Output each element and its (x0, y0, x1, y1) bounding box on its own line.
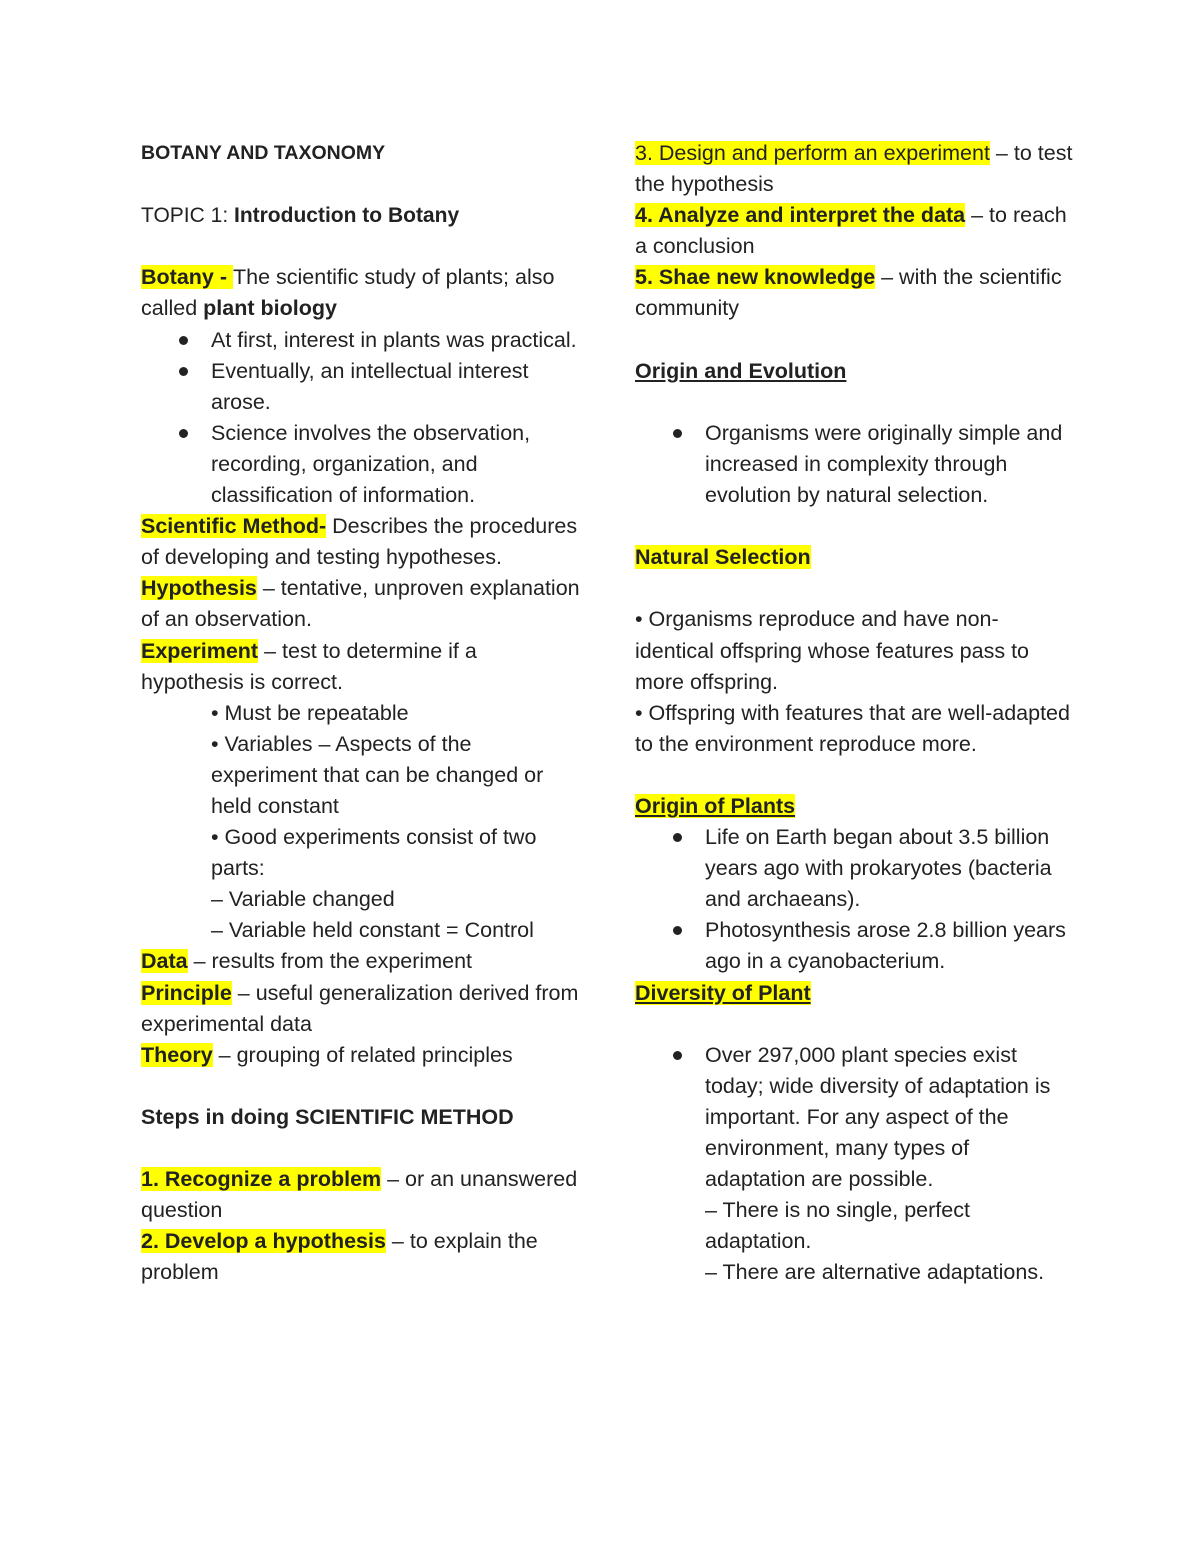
list-item: Photosynthesis arose 2.8 billion years ago in a cyanobacterium. (635, 915, 1075, 977)
list-item: – Variable held constant = Control (211, 918, 534, 943)
list-item: • Organisms reproduce and have non-identical offspring whose features pass to more offspring. (635, 607, 1030, 694)
list-item: • Must be repeatable (211, 700, 409, 725)
list-item: – Variable changed (211, 887, 395, 912)
experiment-subpoints (141, 698, 581, 947)
list-item: – There is no single, perfect adaptation. (705, 1198, 970, 1254)
list-item: Life on Earth began about 3.5 billion years ago with prokaryotes (bacteria and archaeans). (635, 822, 1075, 915)
list-item: At first, interest in plants was practical. (141, 325, 581, 356)
steps-heading: Steps in doing SCIENTIFIC METHOD (141, 1104, 514, 1129)
list-item: Over 297,000 plant species exist today; wide diversity of adaptation is important. For any aspect of the environment, many types of adaptation are possible. – There is no single, perfect adaptation. – There are alternative adaptations. (635, 1040, 1075, 1289)
step-2: 2. Develop a hypothesis – to explain the problem (141, 1229, 538, 1285)
list-item: • Offspring with features that are well-adapted to the environment reproduce more. (635, 700, 1070, 756)
list-item: Organisms were originally simple and increased in complexity through evolution by natural selection. (635, 418, 1075, 511)
diversity-bullets (635, 1040, 1075, 1289)
list-item: • Variables – Aspects of the experiment that can be changed or held constant (211, 731, 544, 818)
list-item: Eventually, an intellectual interest arose. (141, 356, 581, 418)
natural-selection-heading-line (635, 542, 1075, 573)
diversity-heading: Diversity of Plant (635, 980, 811, 1005)
origin-plants-bullets (635, 822, 1075, 977)
theory-definition: Theory – grouping of related principles (141, 1042, 513, 1067)
step-3: 3. Design and perform an experiment – to test the hypothesis (635, 141, 1073, 197)
right-column (635, 138, 1075, 1288)
topic-heading: TOPIC 1: Introduction to Botany (141, 204, 460, 228)
diversity-heading-line (635, 978, 1075, 1009)
scientific-method-definition: Scientific Method- Describes the procedures of developing and testing hypotheses. (141, 514, 578, 570)
natural-selection-heading: Natural Selection (635, 545, 811, 570)
botany-term: Botany - (141, 265, 233, 290)
list-item: • Good experiments consist of two parts: (211, 825, 537, 881)
experiment-definition: Experiment – test to determine if a hypothesis is correct. (141, 638, 477, 694)
list-item: – There are alternative adaptations. (705, 1260, 1045, 1285)
origin-evolution-heading: Origin and Evolution (635, 358, 847, 383)
step-1: 1. Recognize a problem – or an unanswered question (141, 1167, 578, 1223)
botany-bullets (141, 325, 581, 512)
step-5: 5. Shae new knowledge – with the scientific community (635, 265, 1062, 321)
origin-plants-heading-line (635, 791, 1075, 822)
origin-plants-heading: Origin of Plants (635, 793, 796, 818)
list-item: Science involves the observation, recording, organization, and classification of information. (141, 418, 581, 511)
left-column (141, 138, 581, 1288)
origin-evolution-bullets (635, 418, 1075, 511)
step-4: 4. Analyze and interpret the data – to reach a conclusion (635, 203, 1067, 259)
botany-definition: Botany - The scientific study of plants; also called plant biology (141, 265, 555, 321)
data-definition: Data – results from the experiment (141, 949, 473, 974)
hypothesis-definition: Hypothesis – tentative, unproven explanation of an observation. (141, 576, 580, 632)
principle-definition: Principle – useful generalization derived from experimental data (141, 980, 579, 1036)
document-title: BOTANY AND TAXONOMY (141, 142, 386, 164)
